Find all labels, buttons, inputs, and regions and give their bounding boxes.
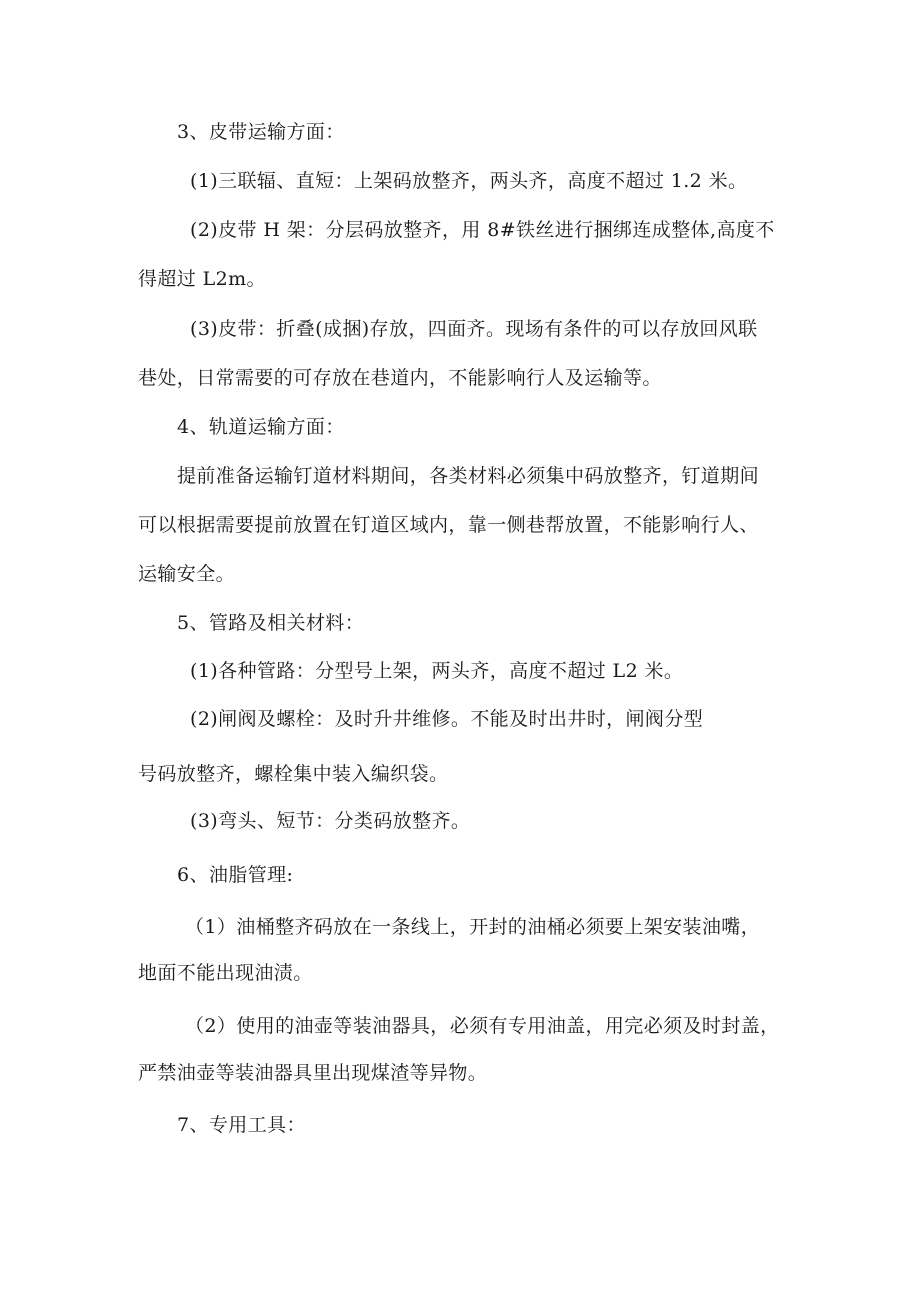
paragraph-line: (2)闸阀及螺栓：及时升井维修。不能及时出井时，闸阀分型 xyxy=(190,708,704,730)
paragraph-line: （2）使用的油壶等装油器具，必须有专用油盖，用完必须及时封盖， xyxy=(185,1015,780,1037)
paragraph-line: 运输安全。 xyxy=(138,563,236,585)
paragraph-line: (2)皮带 H 架：分层码放整齐，用 8#铁丝进行捆绑连成整体,高度不 xyxy=(190,219,775,241)
paragraph-line: 可以根据需要提前放置在钉道区域内，靠一侧巷帮放置，不能影响行人、 xyxy=(138,514,759,536)
paragraph-line: （1）油桶整齐码放在一条线上，开封的油桶必须要上架安装油嘴， xyxy=(185,916,761,938)
section-heading-5: 5、管路及相关材料： xyxy=(177,612,365,634)
section-heading-6: 6、油脂管理: xyxy=(177,864,294,886)
paragraph-line: (1)三联辐、直短：上架码放整齐，两头齐，高度不超过 1.2 米。 xyxy=(190,170,748,192)
paragraph-line: (3)皮带：折叠(成捆)存放，四面齐。现场有条件的可以存放回风联 xyxy=(190,318,758,340)
paragraph-line: 号码放整齐，螺栓集中装入编织袋。 xyxy=(138,763,449,785)
paragraph-line: 提前准备运输钉道材料期间，各类材料必须集中码放整齐，钉道期间 xyxy=(177,465,760,487)
section-heading-3: 3、皮带运输方面： xyxy=(177,121,345,143)
paragraph-line: 严禁油壶等装油器具里出现煤渣等异物。 xyxy=(138,1062,488,1084)
section-heading-4: 4、轨道运输方面： xyxy=(177,416,345,438)
paragraph-line: 地面不能出现油渍。 xyxy=(138,962,313,984)
section-heading-7: 7、专用工具： xyxy=(177,1114,306,1136)
paragraph-line: 得超过 L2m。 xyxy=(138,268,266,290)
paragraph-line: (3)弯头、短节：分类码放整齐。 xyxy=(190,810,471,832)
paragraph-line: (1)各种管路：分型号上架，两头齐，高度不超过 L2 米。 xyxy=(190,660,684,682)
paragraph-line: 巷处，日常需要的可存放在巷道内，不能影响行人及运输等。 xyxy=(138,367,662,389)
